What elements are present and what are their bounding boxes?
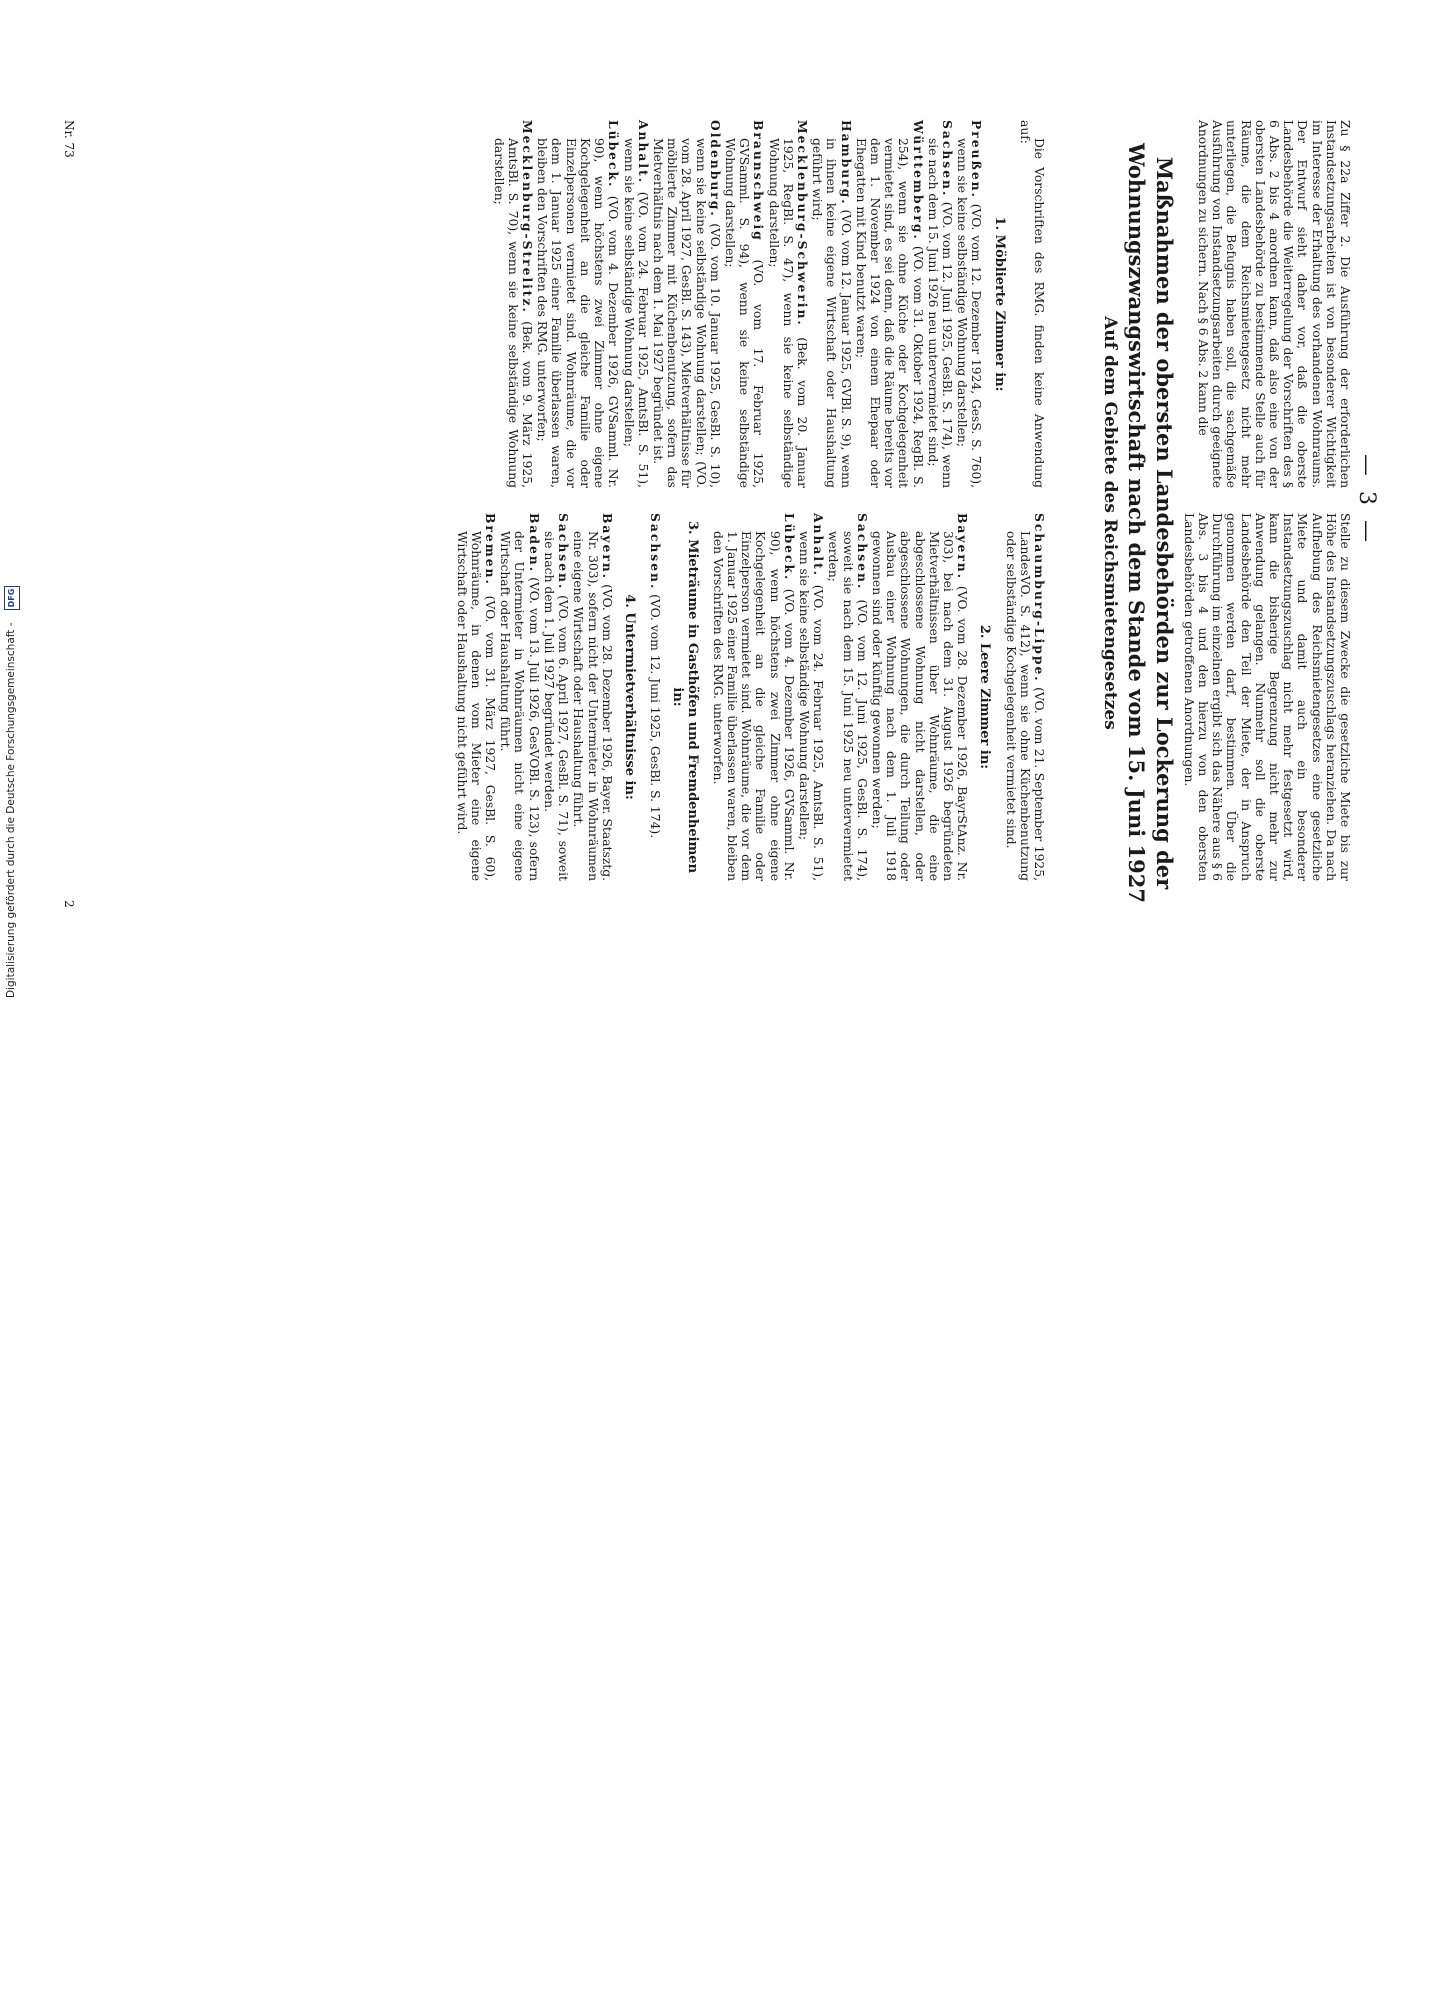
entry-text: (Bek. vom 20. Januar 1925, RegBl. S. 47), wenn sie keine selbständige Wohnung darstellen;: [766, 138, 809, 488]
entry-item: [711, 513, 796, 881]
entry-text: (VO. vom 17. Februar 1925, GVSamml. S. 94), wenn sie keine selbständige Wohnung darstellen;: [722, 138, 766, 488]
entry-item: [955, 120, 983, 488]
headline: [1068, 108, 1178, 938]
entry-text: (VO. vom 21. September 1925, LandesVO. S. 412), wenn sie ohne Küchenbenutzung oder selbständige Kochgelegenheit vermietet sind.: [1003, 531, 1046, 881]
entry-text: (Bek. vom 9. März 1925, AmtsBl. S. 70), wenn sie keine selbständige Wohnung darstellen;: [491, 138, 535, 488]
lower-right-column: [186, 513, 1046, 881]
entry-text: (VO. vom 4. Dezember 1926, GVSamml. Nr. 90), wenn höchstens zwei Zimmer ohne eigene Kochgelegenheit an die gleiche Familie oder Einzelperson vermietet sind. Wohnräume, die vor dem 1. Januar 1925 einer Familie überlassen waren, bleiben den Vorschriften des RMG. unterworfen.: [710, 531, 796, 881]
upper-left-column: Zu § 22a Ziffer 2. Die Ausführung der erforderlichen Instandsetzungsarbeiten ist von besonderer Wichtigkeit im Interesse der Erhaltung des vorhandenen Wohnraums. Der Entwurf sieht daher vor, daß die oberste Landesbehörde die Weiterregelung der Vorschriften des § 6 Abs. 2 bis 4 anordnen kann, daß also eine von der obersten Landesbehörde zu bestimmende Stelle auch für Räume, die dem Reichsmietengesetz nicht mehr unterliegen, die Befugnis haben soll, die sachgemäße Ausführung von Instandsetzungsarbeiten durch geeignete Anordnungen zu sichern. Nach § 6 Abs. 2 kann die: [1195, 120, 1352, 488]
entry-text: (VO. vom 12. Juni 1925, GesBl. S. 174), wenn sie nach dem 15. Juni 1926 neu untervermietet sind;: [925, 138, 954, 488]
entry-state: Bayern.: [599, 513, 615, 581]
entry-item: [535, 120, 620, 488]
section-heading-empty-rooms: 2. Leere Zimmer in:: [977, 624, 993, 770]
entry-state: Bayern.: [955, 513, 971, 581]
entry-state: Sachsen.: [556, 513, 572, 591]
page-number: Nr. 73: [62, 120, 76, 158]
page-header: — 3 —: [1354, 454, 1379, 546]
entry-item: [810, 120, 853, 488]
entry-item: [648, 513, 662, 881]
entry-item: [621, 120, 649, 488]
footer-credit: Digitalisierung gefördert durch die Deutsche Forschungsgemeinschaft -: [5, 622, 17, 998]
entry-text: (VO. vom 12. Dezember 1924, GesS. S. 760), wenn sie keine selbständige Wohnung darstellen;: [955, 138, 984, 488]
entry-item: [571, 513, 614, 881]
document-title: Maßnahmen der obersten Landesbehörden zur Lockerung der Wohnungszwangswirtschaft nach dem Stande vom 15. Juni 1927: [1124, 143, 1177, 903]
furnished-rooms-list-continued: [1003, 513, 1046, 881]
entry-item: [454, 513, 497, 881]
empty-rooms-list: [711, 513, 970, 881]
entry-text: (VO. vom 4. Dezember 1926, GVSamml. Nr. 90), wenn höchstens zwei Zimmer ohne eigene Kochgelegenheit an die gleiche Familie oder Einzelpersonen vermietet sind. Wohnräume, die vor dem 1. Januar 1925 einer Familie überlassen waren, bleiben den Vorschriften des RMG. unterworfen;: [535, 138, 621, 488]
upper-right-column: Stelle zu diesem Zwecke die gesetzliche Miete bis zur Höhe des Instandsetzungszuschlags heranziehen. Da nach Aufhebung des Reichsmietengesetzes eine gesetzliche Miete und damit auch ein besonderer Instandsetzungszuschlag nicht mehr festgesetzt wird, kann die bisherige Begrenzung nicht mehr zur Anwendung gelangen. Nunmehr soll die oberste Landesbehörde den Teil der Miete, der in Anspruch genommen werden darf, bestimmen. Über die Durchführung im einzelnen ergibt sich das Nähere aus § 6 Abs. 3 bis 4 und den hierzu von den obersten Landesbehörden getroffenen Anordnungen.: [1181, 513, 1352, 881]
footer-strip: [2, 588, 22, 1998]
entry-text: (VO. vom 24. Februar 1925, AmtsBl. S. 51), wenn sie keine selbständige Wohnung darstellen;: [621, 138, 650, 488]
entry-state: Mecklenburg-Strelitz.: [520, 120, 536, 314]
entry-text: (VO. vom 10. Januar 1925, GesBl. S. 10), wenn sie keine selbständige Wohnung darstellen; (VO. vom 28. April 1927, GesBl. S. 143), Mietverhältnisse für möblierte Zimmer mit Küchenbenutzung, sofern das Mietverhältnis nach dem 1. Mai 1927 begründet ist.: [650, 138, 722, 488]
furnished-rooms-list: [491, 120, 983, 488]
entry-text: (VO. vom 28. Dezember 1926, BayrStAnz. Nr. 303), bei nach dem 31. August 1926 begründeten Mietverhältnissen über Wohnräume, die eine abgeschlossene Wohnung nicht darstellen, oder abgeschlossene Wohnungen, die durch Teilung oder Ausbau einer Wohnung nach dem 1. Juli 1918 gewonnen sind oder künftig gewonnen werden;: [869, 531, 970, 881]
entry-item: [491, 120, 534, 488]
hotel-rooms-list: [648, 513, 662, 881]
entry-item: [826, 513, 869, 881]
entry-item: [1003, 513, 1046, 881]
section-heading-sublet: 4. Untermietverhältnisse in:: [621, 594, 637, 800]
upper-text-block: [1181, 0, 1352, 1000]
entry-state: Württemberg.: [910, 120, 926, 241]
entry-item: [651, 120, 722, 488]
entry-text: (VO. vom 13. Juli 1926, GesVOBl. S. 123), sofern der Untermieter in Wohnräumen nicht eine eigene Wirtschaft oder Haushaltung führt.: [498, 531, 541, 881]
entry-state: Braunschweig: [751, 120, 767, 242]
entry-state: Anhalt.: [635, 120, 651, 185]
entry-state: Oldenburg.: [707, 120, 723, 218]
entry-item: [870, 513, 969, 881]
entry-item: [498, 513, 541, 881]
entry-text: (VO. vom 31. März 1927, GesBl. S. 60), Wohnräume, in denen vom Mieter eine eigene Wirtschaft oder Haushaltung nicht geführt wird.: [454, 531, 498, 881]
entry-state: Sachsen.: [939, 120, 955, 198]
entry-state: Schaumburg-Lippe.: [1032, 513, 1047, 683]
entry-state: Mecklenburg-Schwerin.: [794, 120, 810, 327]
document-subtitle: Auf dem Gebiete des Reichsmietengesetzes: [1100, 316, 1120, 730]
section-heading-furnished: 1. Möblierte Zimmer in:: [991, 216, 1007, 392]
lower-text-block: [186, 0, 1046, 1000]
dfg-logo-icon: DFG: [4, 586, 20, 610]
entry-text: (VO. vom 24. Februar 1925, AmtsBl. S. 51), wenn sie keine selbständige Wohnung darstellen;: [796, 531, 826, 881]
entry-state: Baden.: [526, 513, 542, 574]
entry-text: (VO. vom 31. Oktober 1924, RegBl. S. 254), wenn sie ohne Küche oder Kochgelegenheit vermietet sind, es sei denn, daß die Räume bereits vor dem 1. November 1924 von einem Ehepaar oder Ehegatten mit Kind benutzt waren;: [853, 138, 925, 488]
entry-state: Bremen.: [483, 513, 499, 586]
intro-paragraph: Die Vorschriften des RMG. finden keine Anwendung auf:: [1017, 120, 1046, 488]
entry-state: Sachsen.: [648, 513, 664, 591]
lower-left-column: [186, 120, 1046, 488]
entry-item: [766, 120, 809, 488]
entry-state: Hamburg.: [838, 120, 854, 206]
entry-text: (VO. vom 28. Dezember 1926, Bayer. Staatsztg. Nr. 303), sofern nicht der Untermieter in Wohnräumen eine eigene Wirtschaft oder Haushaltung führt.: [571, 531, 614, 881]
sublet-list: [454, 513, 613, 881]
entry-state: Sachsen.: [854, 513, 870, 591]
entry-item: [926, 120, 954, 488]
entry-text: (VO. vom 12. Juni 1925, GesBl. S. 174).: [648, 594, 663, 839]
entry-text: (VO. vom 6. April 1927, GesBl. S. 71), soweit sie nach dem 1. Juli 1927 begründet werden.: [541, 531, 571, 881]
entry-state: Lübeck.: [606, 120, 622, 189]
entry-state: Anhalt.: [811, 513, 827, 578]
scanned-page: [52, 0, 1382, 1000]
entry-item: [542, 513, 570, 881]
entry-item: [723, 120, 766, 488]
entry-item: [797, 513, 825, 881]
entry-text: (VO. vom 12. Juni 1925, GesBl. S. 174), soweit sie nach dem 15. Juni 1925 neu untervermietet werden;: [826, 531, 869, 881]
section-heading-hotels: 3. Mieträume in Gasthöfen und Fremdenheimen in:: [670, 520, 700, 874]
entry-state: Lübeck.: [781, 513, 797, 582]
entry-state: Preußen.: [969, 120, 985, 199]
signature-mark: 2: [62, 900, 76, 908]
entry-text: (VO. vom 12. Januar 1925, GVBl. S. 9), wenn in ihnen keine eigene Wirtschaft oder Haushaltung geführt wird;: [810, 138, 853, 488]
entry-item: [854, 120, 925, 488]
